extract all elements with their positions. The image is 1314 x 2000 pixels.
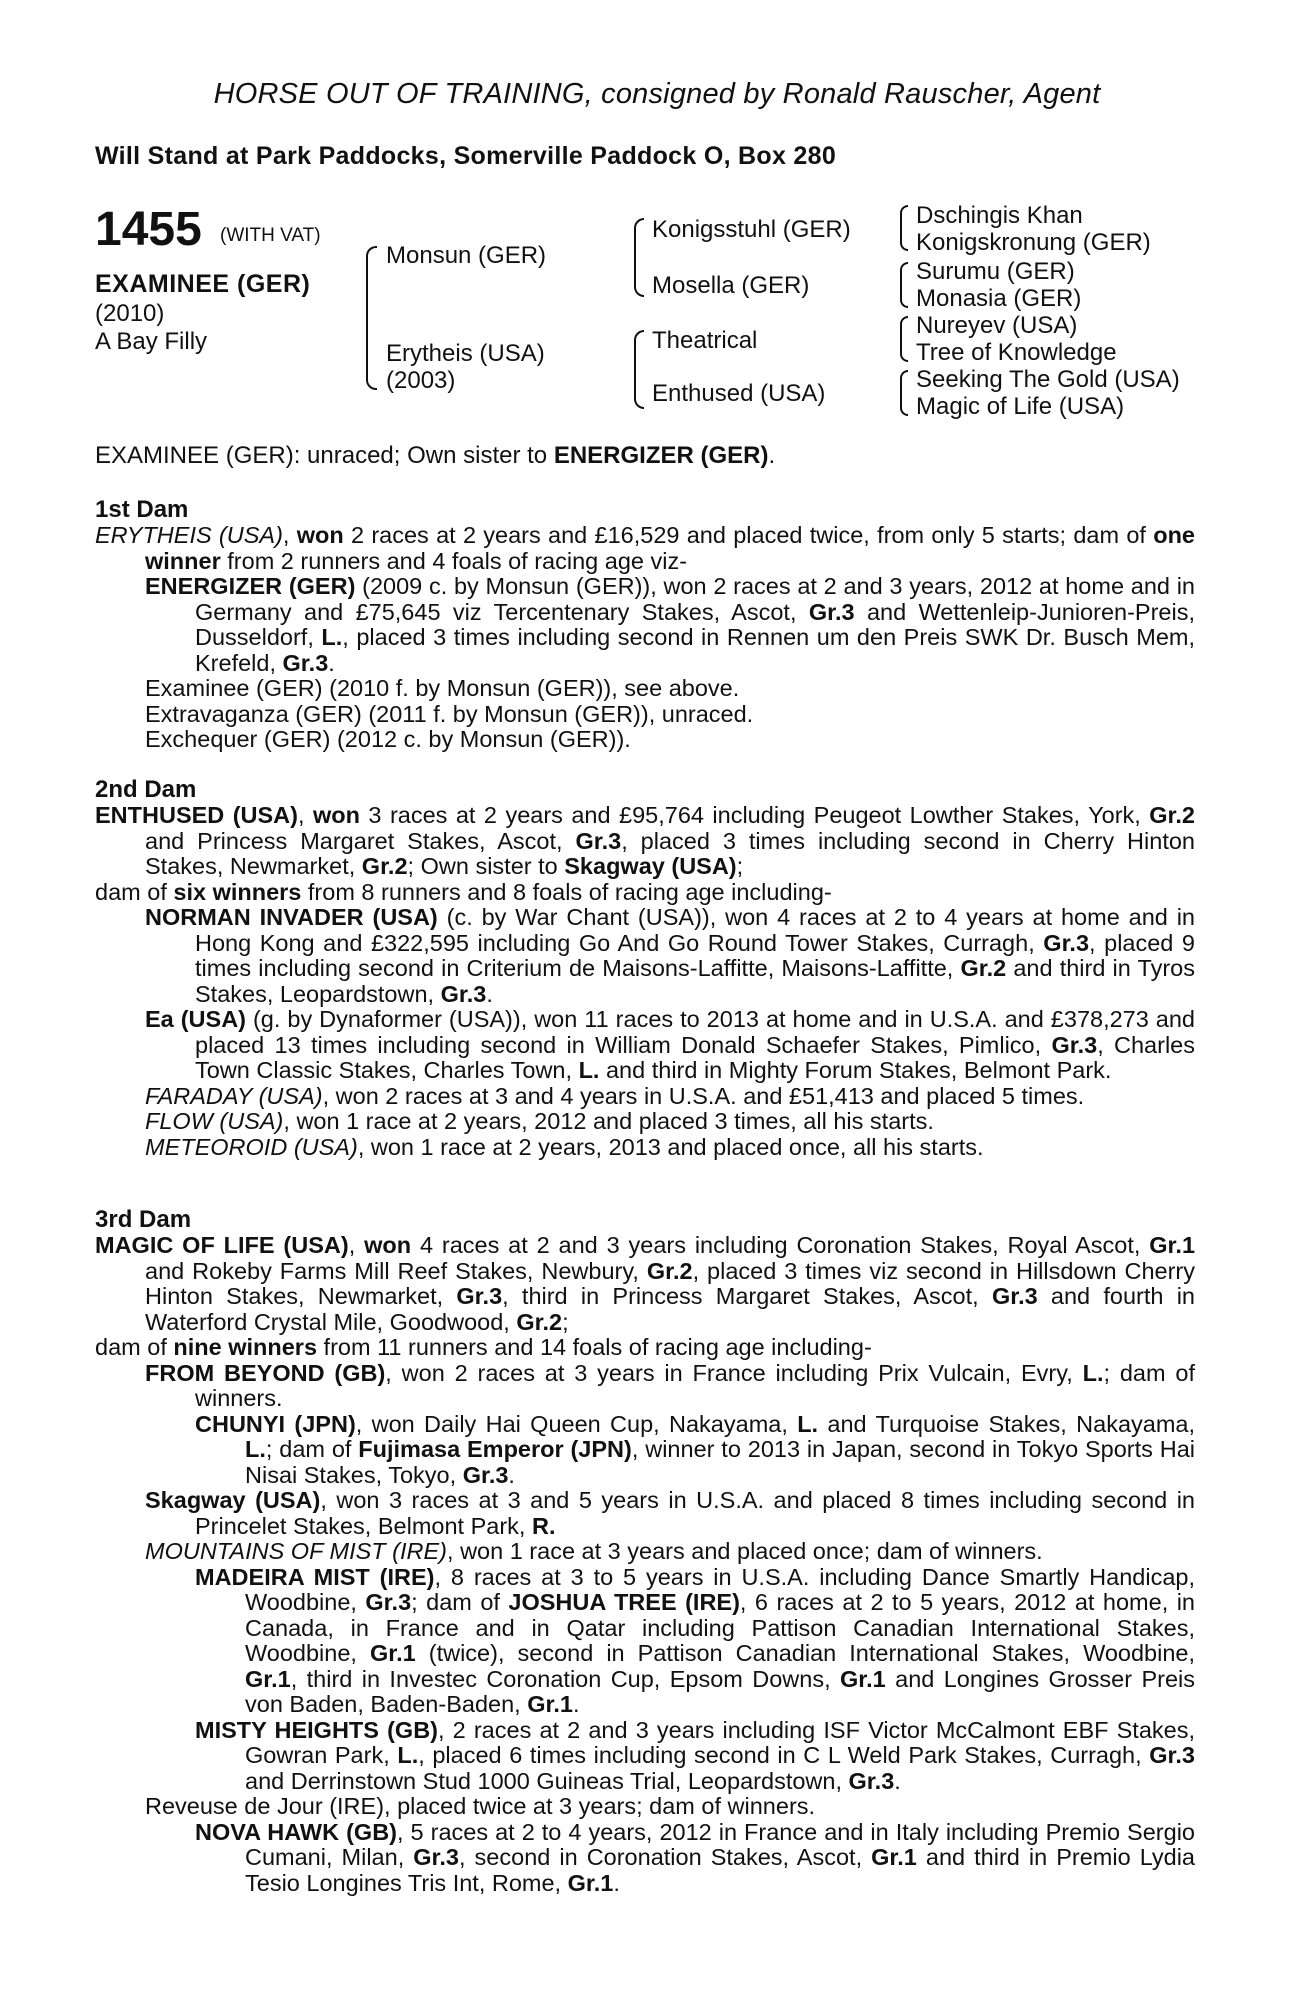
entry-paragraph: NOVA HAWK (GB), 5 races at 2 to 4 years, 2012 in France and in Italy including Premio Sergio Cumani, Milan, Gr.3, second in Coronation Stakes, Ascot, Gr.1 and third in Premio Lydia Tesio Longines Tris Int, Rome, Gr.1. [195, 1818, 1195, 1896]
pedigree-dds: Seeking The Gold (USA) [916, 366, 1180, 393]
dam-entries [95, 1233, 1195, 1896]
dam-entries [95, 803, 1195, 1160]
pedigree-dss: Nureyev (USA) [916, 312, 1078, 339]
horse-year: (2010) [95, 300, 165, 327]
entry-paragraph: ENERGIZER (GER) (2009 c. by Monsun (GER)), won 2 races at 2 and 3 years, 2012 at home and in Germany and £75,645 viz Tercentenary Stakes, Ascot, Gr.3 and Wettenleip-Junioren-Preis, Dusseldorf, L., placed 3 times including second in Rennen um den Preis SWK Dr. Busch Mem, Krefeld, Gr.3. [145, 573, 1195, 676]
horse-name: EXAMINEE (GER) [95, 270, 311, 298]
entry-paragraph: NORMAN INVADER (USA) (c. by War Chant (USA)), won 4 races at 2 to 4 years at home and in Hong Kong and £322,595 including Go And Go Round Tower Stakes, Curragh, Gr.3, placed 9 times including second in Criterium de Maisons-Laffitte, Maisons-Laffitte, Gr.2 and third in Tyros Stakes, Leopardstown, Gr.3. [145, 904, 1196, 1007]
pedigree-sss: Dschingis Khan [916, 202, 1083, 229]
dam-entries [95, 523, 1195, 753]
entry-paragraph: Skagway (USA), won 3 races at 3 and 5 years in U.S.A. and placed 8 times including second in Princelet Stakes, Belmont Park, R. [145, 1487, 1196, 1539]
section-heading: 3rd Dam [95, 1206, 192, 1233]
entry-paragraph: FROM BEYOND (GB), won 2 races at 3 years in France including Prix Vulcain, Evry, L.; dam of winners. [145, 1359, 1195, 1411]
pedigree-ddd: Magic of Life (USA) [916, 393, 1125, 420]
entry-paragraph: CHUNYI (JPN), won Daily Hai Queen Cup, Nakayama, L. and Turquoise Stakes, Nakayama, L.; dam of Fujimasa Emperor (JPN), winner to 2013 in Japan, second in Tokyo Sports Hai Nisai Stakes, Tokyo, Gr.3. [195, 1410, 1196, 1488]
pedigree-brace [634, 218, 644, 297]
entry-paragraph: MADEIRA MIST (IRE), 8 races at 3 to 5 years in U.S.A. including Dance Smartly Handicap, Woodbine, Gr.3; dam of JOSHUA TREE (IRE), 6 races at 2 to 5 years, 2012 at home, in Canada, in France and in Qatar including Pattison Canadian International Stakes, Woodbine, Gr.1 (twice), second in Pattison Canadian International Stakes, Woodbine, Gr.1, third in Investec Coronation Cup, Epsom Downs, Gr.1 and Longines Grosser Preis von Baden, Baden-Baden, Gr.1. [195, 1563, 1195, 1717]
entry-paragraph: ENTHUSED (USA), won 3 races at 2 years and £95,764 including Peugeot Lowther Stakes, York, Gr.2 and Princess Margaret Stakes, Ascot, Gr.3, placed 3 times including second in Cherry Hinton Stakes, Newmarket, Gr.2; Own sister to Skagway (USA); [95, 802, 1195, 879]
entry-paragraph: MAGIC OF LIFE (USA), won 4 races at 2 and 3 years including Coronation Stakes, Royal Ascot, Gr.1 and Rokeby Farms Mill Reef Stakes, Newbury, Gr.2, placed 3 times viz second in Hillsdown Cherry Hinton Stakes, Newmarket, Gr.3, third in Princess Margaret Stakes, Ascot, Gr.3 and fourth in Waterford Crystal Mile, Goodwood, Gr.2; [95, 1232, 1196, 1335]
entry-paragraph: Exchequer (GER) (2012 c. by Monsun (GER)). [145, 726, 631, 752]
entry-paragraph: MISTY HEIGHTS (GB), 2 races at 2 and 3 years including ISF Victor McCalmont EBF Stakes, Gowran Park, L., placed 6 times including second in C L Weld Park Stakes, Curragh, Gr.3 and Derrinstown Stud 1000 Guineas Trial, Leopardstown, Gr.3. [195, 1716, 1195, 1794]
pedigree-brace [634, 330, 644, 409]
entry-paragraph: Ea (USA) (g. by Dynaformer (USA)), won 11 races to 2013 at home and in U.S.A. and £378,273 and placed 13 times including second in William Donald Schaefer Stakes, Pimlico, Gr.3, Charles Town Classic Stakes, Charles Town, L. and third in Mighty Forum Stakes, Belmont Park. [145, 1006, 1196, 1083]
entry-paragraph: ERYTHEIS (USA), won 2 races at 2 years and £16,529 and placed twice, from only 5 starts; dam of one winner from 2 runners and 4 foals of racing age viz- [95, 522, 1195, 574]
entry-paragraph: dam of six winners from 8 runners and 8 foals of racing age including- [95, 878, 832, 905]
third-dam-section [95, 1207, 1195, 1896]
pedigree-sire-dam: Mosella (GER) [652, 272, 810, 299]
second-dam-section [95, 777, 1195, 1160]
entry-paragraph: Extravaganza (GER) (2011 f. by Monsun (GER)), unraced. [145, 700, 754, 727]
entry-paragraph: FARADAY (USA), won 2 races at 3 and 4 years in U.S.A. and £51,413 and placed 5 times. [145, 1082, 1085, 1109]
entry-paragraph: FLOW (USA), won 1 race at 2 years, 2012 and placed 3 times, all his starts. [145, 1108, 934, 1134]
pedigree-sire: Monsun (GER) [386, 242, 547, 269]
pedigree-dam: Erytheis (USA) [386, 340, 545, 367]
pedigree-dam-sire: Theatrical [652, 327, 758, 354]
horse-description: A Bay Filly [95, 328, 208, 355]
pedigree-dsd: Tree of Knowledge [916, 339, 1117, 366]
vat-label: (WITH VAT) [220, 225, 321, 246]
horse-summary: EXAMINEE (GER): unraced; Own sister to ENERGIZER (GER). [95, 442, 776, 469]
pedigree-brace [900, 205, 908, 251]
pedigree-brace [366, 246, 377, 390]
pedigree-brace [900, 316, 908, 362]
pedigree-ssd: Konigskronung (GER) [916, 229, 1151, 256]
entry-paragraph: METEOROID (USA), won 1 race at 2 years, 2013 and placed once, all his starts. [145, 1133, 984, 1160]
pedigree-sire-sire: Konigsstuhl (GER) [652, 216, 851, 243]
pedigree-brace [900, 262, 908, 308]
section-heading: 2nd Dam [95, 776, 197, 803]
section-heading: 1st Dam [95, 496, 189, 523]
lot-number: 1455 [95, 203, 202, 256]
pedigree-brace [900, 370, 908, 416]
pedigree-dam-year: (2003) [386, 367, 456, 394]
entry-paragraph: MOUNTAINS OF MIST (IRE), won 1 race at 3 years and placed once; dam of winners. [145, 1538, 1043, 1564]
entry-paragraph: Reveuse de Jour (IRE), placed twice at 3 years; dam of winners. [145, 1793, 816, 1819]
entry-paragraph: dam of nine winners from 11 runners and 14 foals of racing age including- [95, 1334, 872, 1360]
first-dam-section [95, 497, 1195, 753]
pedigree-sdd: Monasia (GER) [916, 285, 1082, 312]
pedigree-sds: Surumu (GER) [916, 258, 1075, 285]
pedigree-dam-dam: Enthused (USA) [652, 380, 826, 407]
entry-paragraph: Examinee (GER) (2010 f. by Monsun (GER)), see above. [145, 675, 740, 701]
page-title: HORSE OUT OF TRAINING, consigned by Ronald Rauscher, Agent [213, 78, 1101, 110]
stand-location: Will Stand at Park Paddocks, Somerville Paddock O, Box 280 [95, 142, 837, 170]
